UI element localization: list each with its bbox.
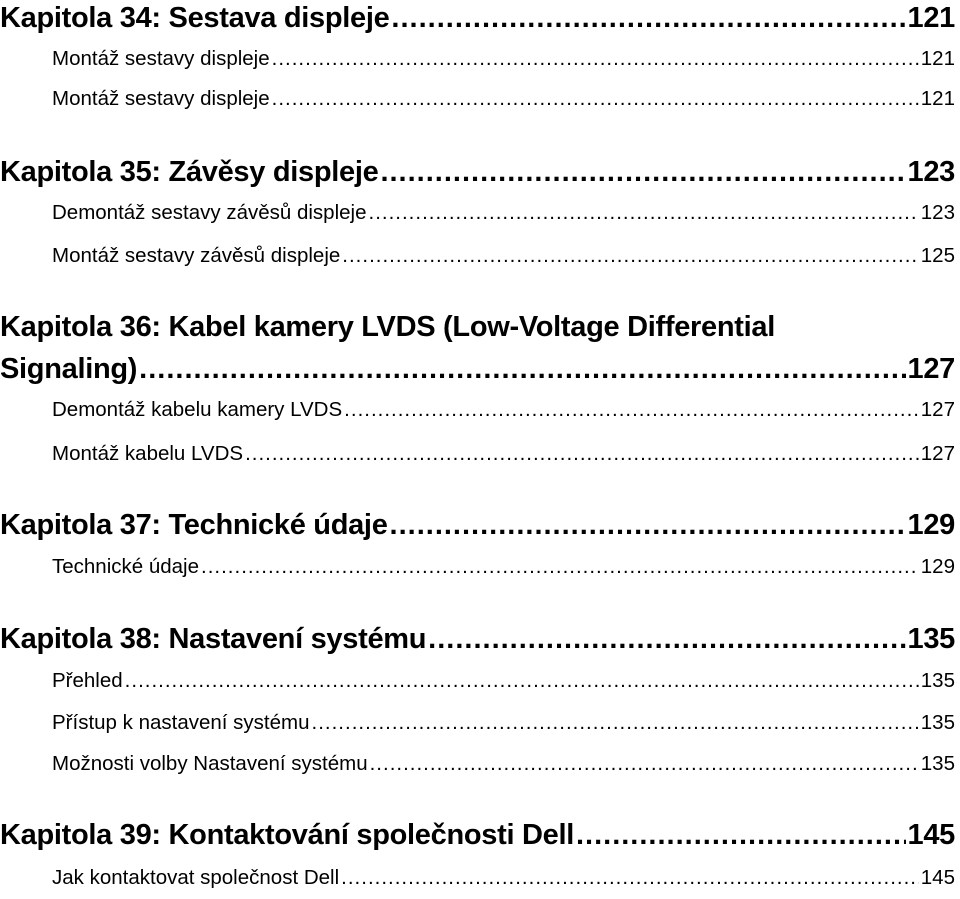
toc-chapter-39[interactable]	[0, 819, 955, 852]
page-number: 121	[907, 2, 955, 34]
page-number: 123	[907, 156, 955, 188]
page-number: 135	[907, 623, 955, 655]
entry-title: Montáž sestavy displeje	[52, 87, 270, 110]
toc-chapter-34[interactable]	[0, 2, 955, 35]
entry-title: Demontáž kabelu kamery LVDS	[52, 398, 343, 421]
toc-entry[interactable]	[52, 669, 955, 693]
toc-chapter-38[interactable]	[0, 623, 955, 656]
dot-leader	[125, 669, 919, 693]
chapter-title: Kapitola 39: Kontaktování společnosti Dell	[0, 819, 574, 851]
dot-leader	[342, 244, 919, 268]
dot-leader	[245, 442, 919, 466]
dot-leader	[576, 819, 906, 852]
toc-entry[interactable]	[52, 244, 955, 268]
page-number: 127	[920, 398, 955, 421]
toc-entry[interactable]	[52, 555, 955, 579]
page-number: 127	[920, 442, 955, 465]
toc-entry[interactable]	[52, 398, 955, 422]
dot-leader	[201, 555, 919, 579]
chapter-title: Kapitola 35: Závěsy displeje	[0, 156, 379, 188]
entry-title: Demontáž sestavy závěsů displeje	[52, 201, 367, 224]
page-number: 135	[920, 669, 955, 692]
toc-entry[interactable]	[52, 87, 955, 111]
page-number: 135	[920, 711, 955, 734]
page-number: 145	[907, 819, 955, 851]
page-number: 127	[907, 353, 955, 385]
toc-entry[interactable]	[52, 201, 955, 225]
toc-chapter-36-line1[interactable]: Kapitola 36: Kabel kamery LVDS (Low-Voltage Differential	[0, 311, 775, 343]
toc-entry[interactable]	[52, 752, 955, 776]
dot-leader	[391, 2, 905, 35]
entry-title: Montáž sestavy displeje	[52, 47, 270, 70]
chapter-title: Signaling)	[0, 353, 138, 385]
page-number: 135	[920, 752, 955, 775]
chapter-title: Kapitola 34: Sestava displeje	[0, 2, 390, 34]
entry-title: Technické údaje	[52, 555, 200, 578]
page-number: 121	[920, 87, 955, 110]
page-number: 121	[920, 47, 955, 70]
toc-chapter-35[interactable]	[0, 156, 955, 189]
toc-chapter-36[interactable]	[0, 353, 955, 386]
entry-title: Přehled	[52, 669, 123, 692]
toc-entry[interactable]	[52, 711, 955, 735]
dot-leader	[272, 47, 919, 71]
toc-entry[interactable]	[52, 442, 955, 466]
dot-leader	[428, 623, 905, 656]
entry-title: Montáž sestavy závěsů displeje	[52, 244, 341, 267]
toc-entry[interactable]	[52, 47, 955, 71]
chapter-title: Kapitola 37: Technické údaje	[0, 509, 388, 541]
entry-title: Přístup k nastavení systému	[52, 711, 310, 734]
chapter-title: Kapitola 38: Nastavení systému	[0, 623, 427, 655]
page-number: 129	[920, 555, 955, 578]
dot-leader	[369, 201, 919, 225]
toc-chapter-37[interactable]	[0, 509, 955, 542]
dot-leader	[344, 398, 919, 422]
page-number: 125	[920, 244, 955, 267]
dot-leader	[139, 353, 905, 386]
toc-entry[interactable]	[52, 866, 955, 890]
entry-title: Montáž kabelu LVDS	[52, 442, 244, 465]
dot-leader	[312, 711, 919, 735]
dot-leader	[370, 752, 919, 776]
dot-leader	[272, 87, 919, 111]
dot-leader	[341, 866, 919, 890]
page-number: 145	[920, 866, 955, 889]
dot-leader	[380, 156, 905, 189]
dot-leader	[390, 509, 906, 542]
entry-title: Jak kontaktovat společnost Dell	[52, 866, 340, 889]
page-number: 129	[907, 509, 955, 541]
page-number: 123	[920, 201, 955, 224]
entry-title: Možnosti volby Nastavení systému	[52, 752, 368, 775]
